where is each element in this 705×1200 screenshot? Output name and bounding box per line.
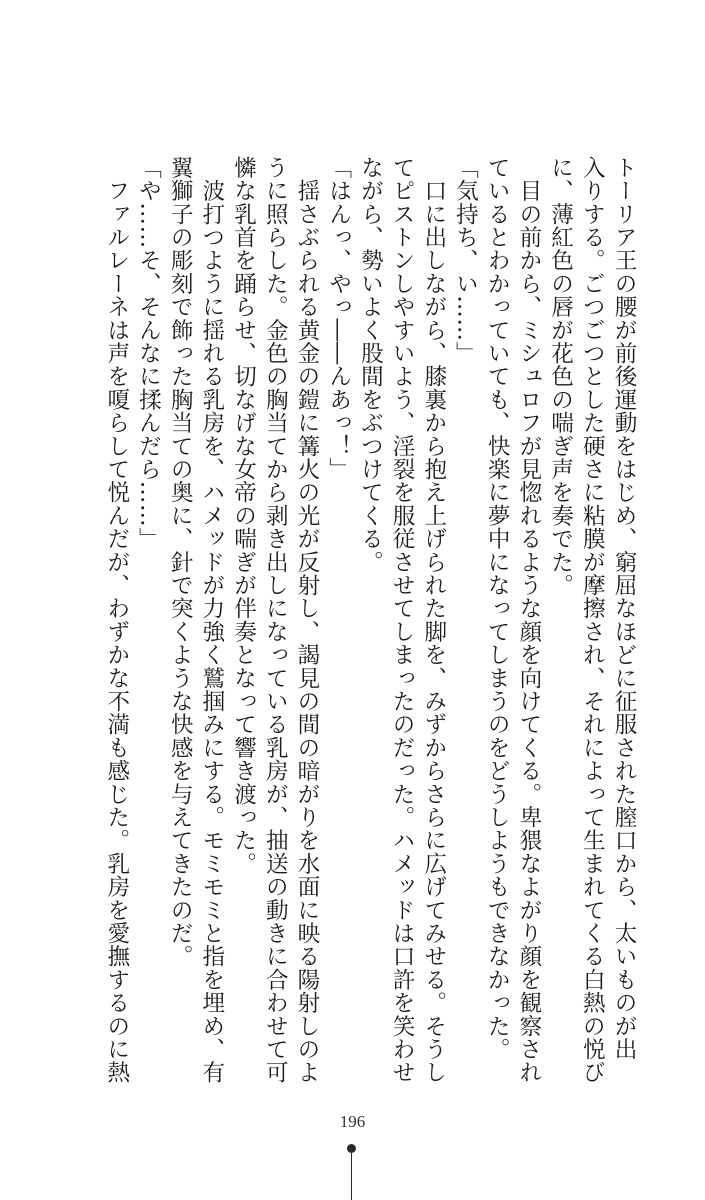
text-line-15: 翼獅子の彫刻で飾った胸当ての奥に、針で突くような快感を与えてきたのだ。 <box>167 156 194 968</box>
text-line-14: 波打つように揺れる乳房を、ハメッドが力強く鷲掴みにする。モミモミと指を埋め、有 <box>198 156 225 1084</box>
folio-dot-icon <box>347 1144 356 1153</box>
text-line-2: 入りする。ごつごつとした硬さに粘膜が摩擦され、それによって生まれてくる白熱の悦び <box>579 156 606 1084</box>
text-line-4: 目の前から、ミシュロフが見惚れるような顔を向けてくる。卑猥なよがり顔を観察され <box>515 156 542 1084</box>
vertical-text-block <box>100 156 639 1084</box>
text-line-6: 「気持ち、い……」 <box>452 156 479 365</box>
page-number: 196 <box>339 1112 366 1131</box>
text-line-17: ファルレーネは声を嗄らして悦んだが、わずかな不満も感じた。乳房を愛撫するのに熱 <box>103 156 130 1084</box>
text-line-10: 「はんっ、やっ――んあっ！」 <box>325 156 352 481</box>
text-line-16: 「や……そ、そんなに揉んだら……」 <box>135 156 162 551</box>
text-line-13: 憐な乳首を踊らせ、切なげな女帝の喘ぎが伴奏となって響き渡った。 <box>230 156 257 876</box>
text-line-11: 揺さぶられる黄金の鎧に篝火の光が反射し、謁見の間の暗がりを水面に映る陽射しのよ <box>293 156 320 1084</box>
text-line-8: てピストンしやすいよう、淫裂を服従させてしまったのだった。ハメッドは口許を笑わせ <box>389 156 416 1084</box>
text-line-3: に、薄紅色の唇が花色の喘ぎ声を奏でた。 <box>547 156 574 597</box>
text-line-5: ているとわかっていても、快楽に夢中になってしまうのをどうしようもできなかった。 <box>484 156 511 1061</box>
text-line-7: 口に出しながら、膝裏から抱え上げられた脚を、みずからさらに広げてみせる。そうし <box>420 156 447 1084</box>
folio-rule <box>351 1153 352 1200</box>
text-line-12: うに照らした。金色の胸当てから剥き出しになっている乳房が、抽送の動きに合わせて可 <box>262 156 289 1084</box>
text-line-1: トーリア王の腰が前後運動をはじめ、窮屈なほどに征服された膣口から、太いものが出 <box>611 156 637 1061</box>
text-line-9: ながら、勢いよく股間をぶつけてくる。 <box>357 156 384 574</box>
